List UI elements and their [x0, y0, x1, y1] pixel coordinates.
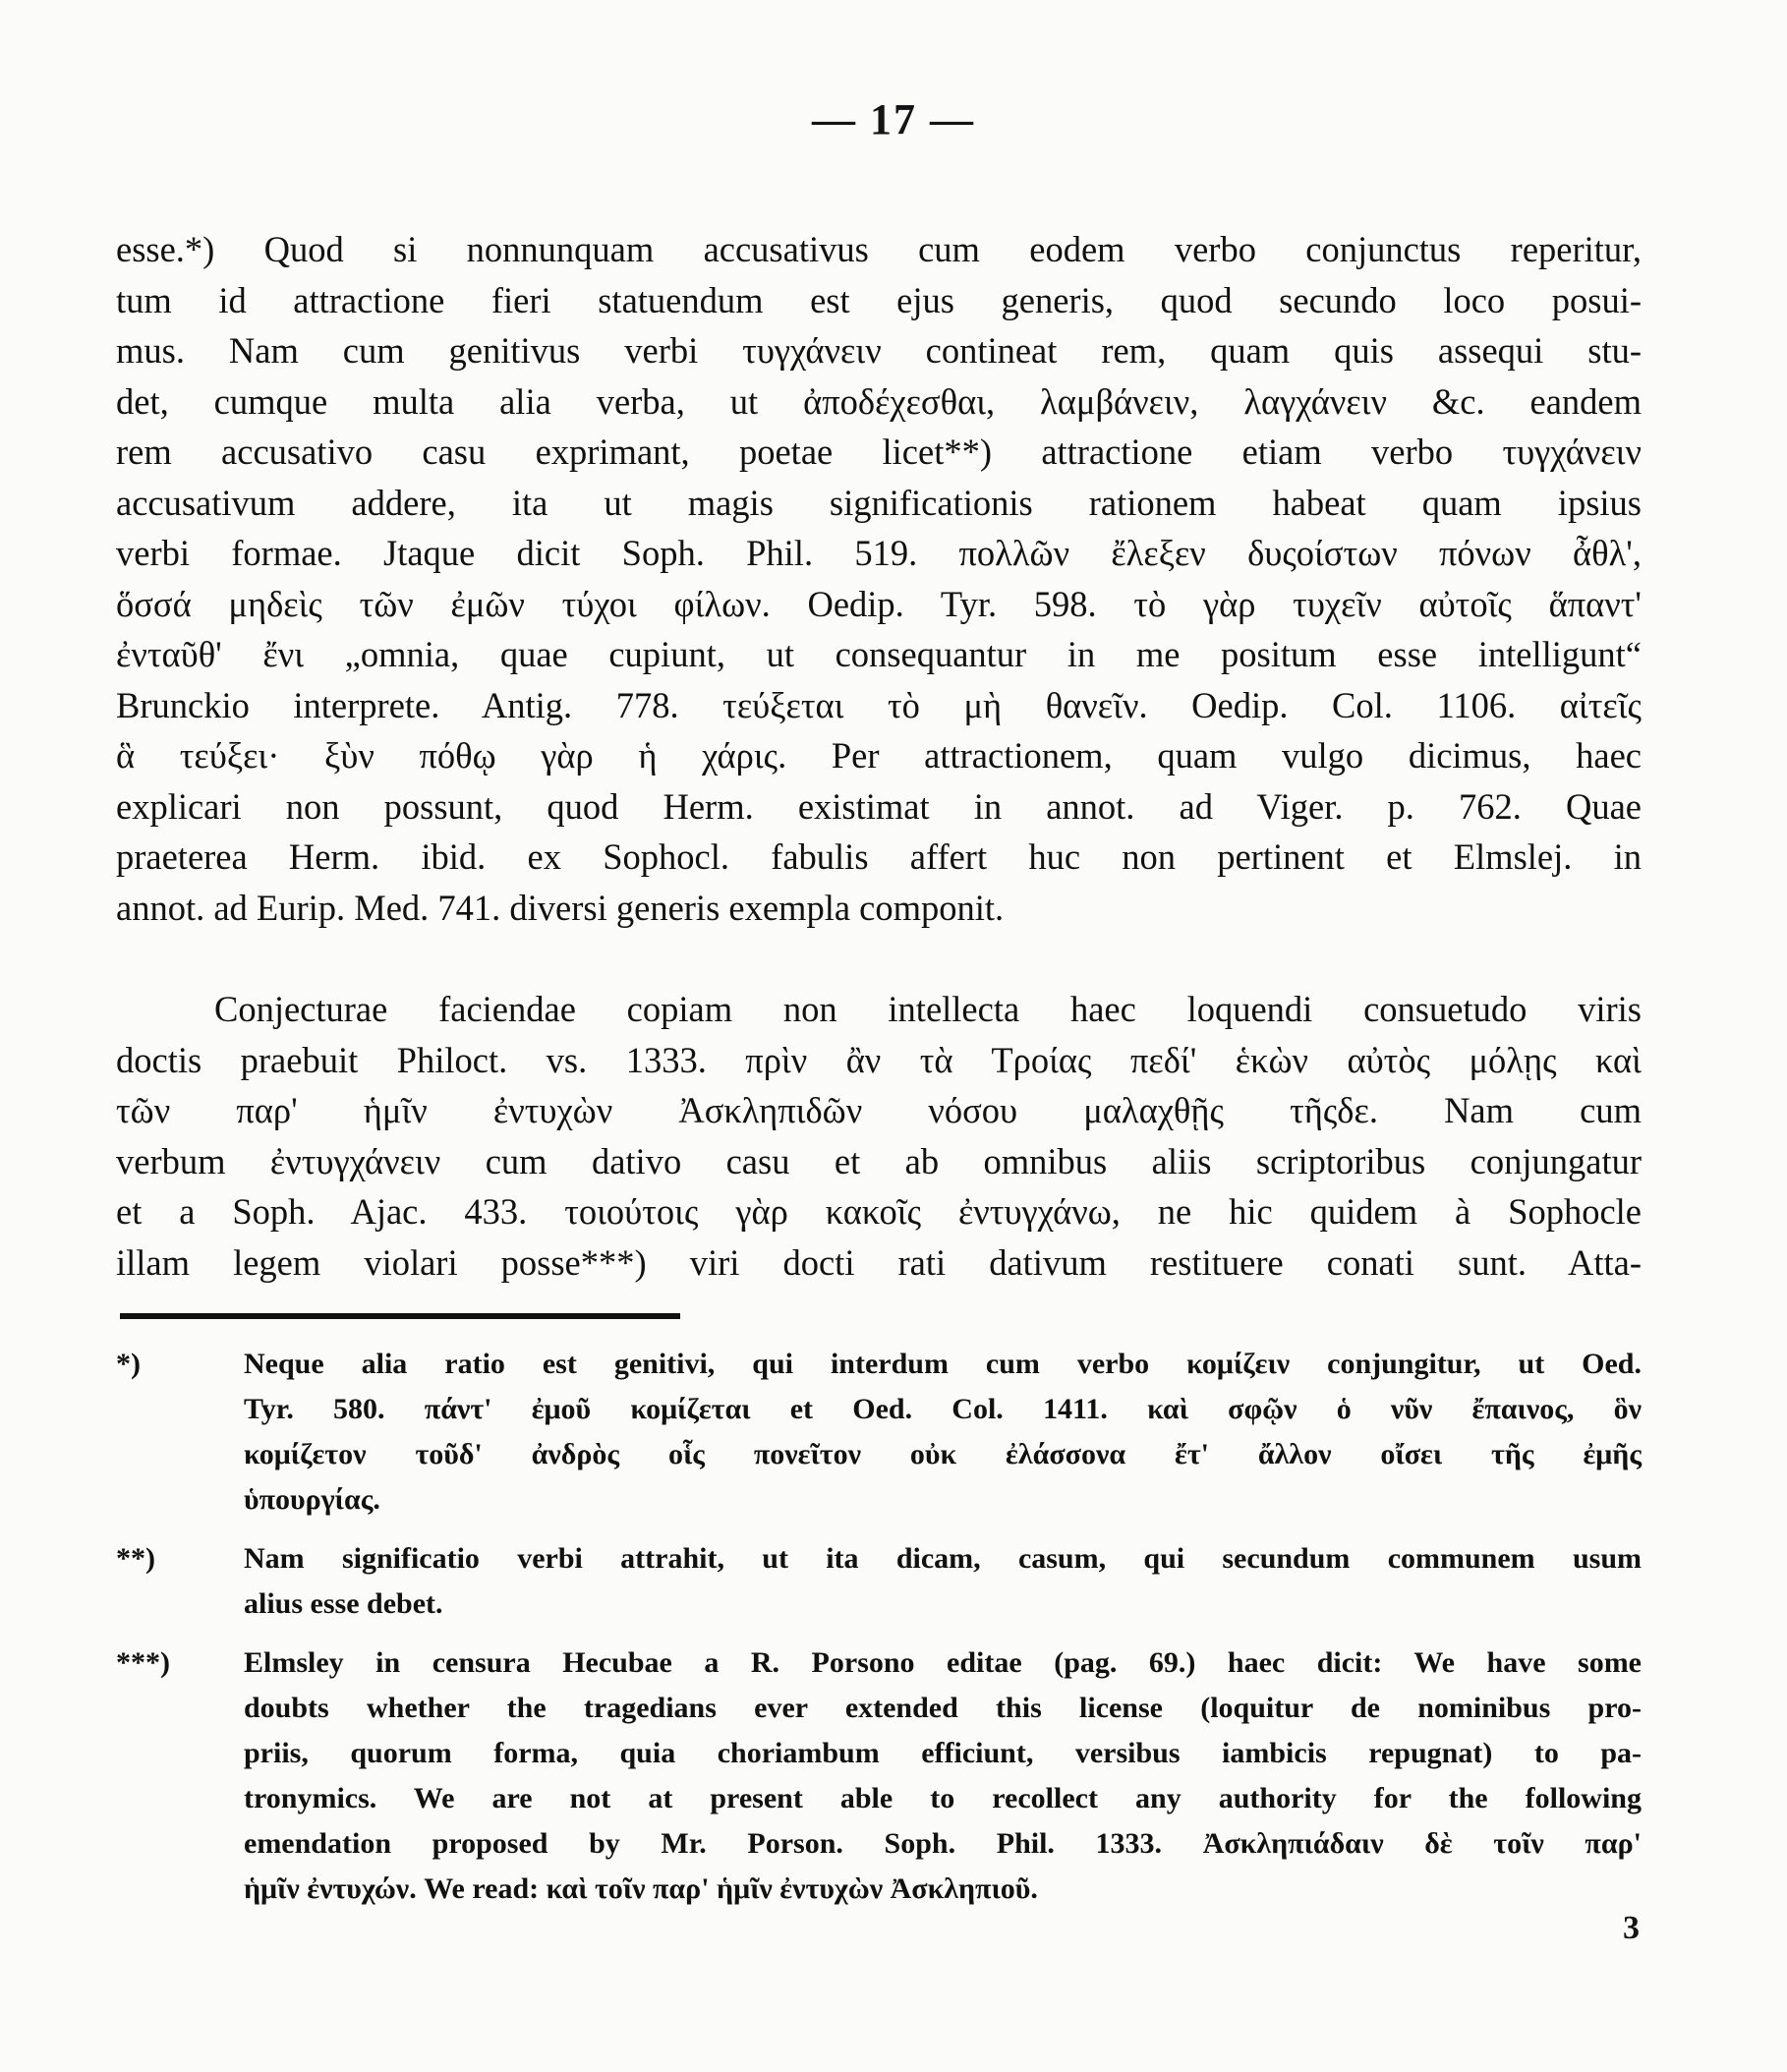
footnote-text: Nam significatio verbi attrahit, ut ita dicam, casum, qui secundum communem usum	[244, 1542, 1642, 1575]
main-text	[116, 224, 1642, 1288]
text-line: det, cumque multa alia verba, ut ἀποδέχεσθαι, λαμβάνειν, λαγχάνειν &c. eandem	[116, 380, 1642, 422]
footnote-line: emendation proposed by Mr. Porson. Soph. Phil. 1333. Ἀσκληπιάδαιν δὲ τοῖν παρ'	[244, 1827, 1642, 1860]
text-line: annot. ad Eurip. Med. 741. diversi generis exempla componit.	[116, 887, 1005, 928]
footnote-line	[116, 1342, 1642, 1387]
text-line: Brunckio interprete. Antig. 778. τεύξεται τὸ μὴ θανεῖν. Oedip. Col. 1106. αἰτεῖς	[116, 684, 1642, 725]
footnote-divider	[120, 1313, 680, 1319]
footnote-line: priis, quorum forma, quia choriambum efficiunt, versibus iambicis repugnat) to pa-	[244, 1737, 1642, 1769]
text-line: ἃ τεύξει· ξὺν πόθῳ γὰρ ἡ χάρις. Per attractionem, quam vulgo dicimus, haec	[116, 735, 1642, 776]
footnote-line: Tyr. 580. πάντ' ἐμοῦ κομίζεται et Oed. Col. 1411. καὶ σφῷν ὁ νῦν ἔπαινος, ὃν	[244, 1393, 1642, 1425]
text-line: verbi formae. Jtaque dicit Soph. Phil. 519. πολλῶν ἔλεξεν δυςοίστων πόνων ἆθλ',	[116, 533, 1642, 573]
footnote-marker: **)	[116, 1542, 155, 1575]
footnote-line	[116, 1640, 1642, 1686]
footnote-marker: ***)	[116, 1646, 170, 1679]
footnote-marker: *)	[116, 1348, 141, 1380]
footnote-line: ἡμῖν ἐντυχών. We read: καὶ τοῖν παρ' ἡμῖν ἐντυχὼν Ἀσκληπιοῦ.	[244, 1872, 1038, 1905]
footnote-text: Neque alia ratio est genitivi, qui interdum cum verbo κομίζειν conjungitur, ut Oed.	[244, 1348, 1642, 1380]
text-line: verbum ἐντυγχάνειν cum dativo casu et ab omnibus aliis scriptoribus conjungatur	[116, 1140, 1642, 1181]
paragraph-2	[116, 984, 1642, 1288]
paragraph-1	[116, 224, 1642, 933]
text-line: ἐνταῦθ' ἔνι „omnia, quae cupiunt, ut consequantur in me positum esse intelligunt“	[116, 634, 1642, 674]
text-line: et a Soph. Ajac. 433. τοιούτοις γὰρ κακοῖς ἐντυγχάνω, ne hic quidem à Sophocle	[116, 1191, 1642, 1232]
text-line: τῶν παρ' ἡμῖν ἐντυχὼν Ἀσκληπιδῶν νόσου μαλαχθῇς τῆςδε. Nam cum	[116, 1090, 1642, 1130]
footnote-line: κομίζετον τοῦδ' ἀνδρὸς οἷς πονεῖτον οὐκ ἐλάσσονα ἔτ' ἄλλον οἴσει τῆς ἐμῆς	[244, 1438, 1642, 1470]
text-line: doctis praebuit Philoct. vs. 1333. πρὶν ἂν τὰ Τροίας πεδί' ἑκὼν αὐτὸς μόλῃς καὶ	[116, 1039, 1642, 1080]
text-line: explicari non possunt, quod Herm. existimat in annot. ad Viger. p. 762. Quae	[116, 785, 1642, 827]
text-line: illam legem violari posse***) viri docti rati dativum restituere conati sunt. Atta-	[116, 1241, 1642, 1283]
text-line: mus. Nam cum genitivus verbi τυγχάνειν contineat rem, quam quis assequi stu-	[116, 330, 1642, 371]
footnote-line: doubts whether the tragedians ever extended this license (loquitur de nominibus pro-	[244, 1692, 1642, 1724]
text-line: rem accusativo casu exprimant, poetae licet**) attractione etiam verbo τυγχάνειν	[116, 432, 1642, 472]
footnote-line: tronymics. We are not at present able to recollect any authority for the following	[244, 1782, 1642, 1814]
text-line: ὅσσά μηδεὶς τῶν ἐμῶν τύχοι φίλων. Oedip. Tyr. 598. τὸ γὰρ τυχεῖν αὐτοῖς ἅπαντ'	[116, 583, 1642, 624]
text-line: accusativum addere, ita ut magis significationis rationem habeat quam ipsius	[116, 482, 1642, 523]
footnote-3	[116, 1640, 1642, 1912]
page-number: — 17 —	[812, 95, 975, 144]
text-line: tum id attractione fieri statuendum est ejus generis, quod secundo loco posui-	[116, 279, 1642, 320]
footnote-1	[116, 1342, 1642, 1523]
footnote-2	[116, 1536, 1642, 1627]
footnote-line	[116, 1536, 1642, 1582]
footnotes	[116, 1342, 1642, 1926]
footnote-line: alius esse debet.	[244, 1587, 443, 1620]
text-line: esse.*) Quod si nonnunquam accusativus cum eodem verbo conjunctus reperitur,	[116, 229, 1642, 269]
paragraph-gap	[116, 933, 1642, 984]
signature-mark: 3	[1623, 1910, 1640, 1946]
footnote-text: Elmsley in censura Hecubae a R. Porsono editae (pag. 69.) haec dicit: We have some	[244, 1646, 1642, 1679]
text-line: Conjecturae faciendae copiam non intellecta haec loquendi consuetudo viris	[214, 989, 1642, 1029]
footnote-line: ὑπουργίας.	[244, 1483, 380, 1516]
text-line: praeterea Herm. ibid. ex Sophocl. fabulis affert huc non pertinent et Elmslej. in	[116, 836, 1642, 877]
